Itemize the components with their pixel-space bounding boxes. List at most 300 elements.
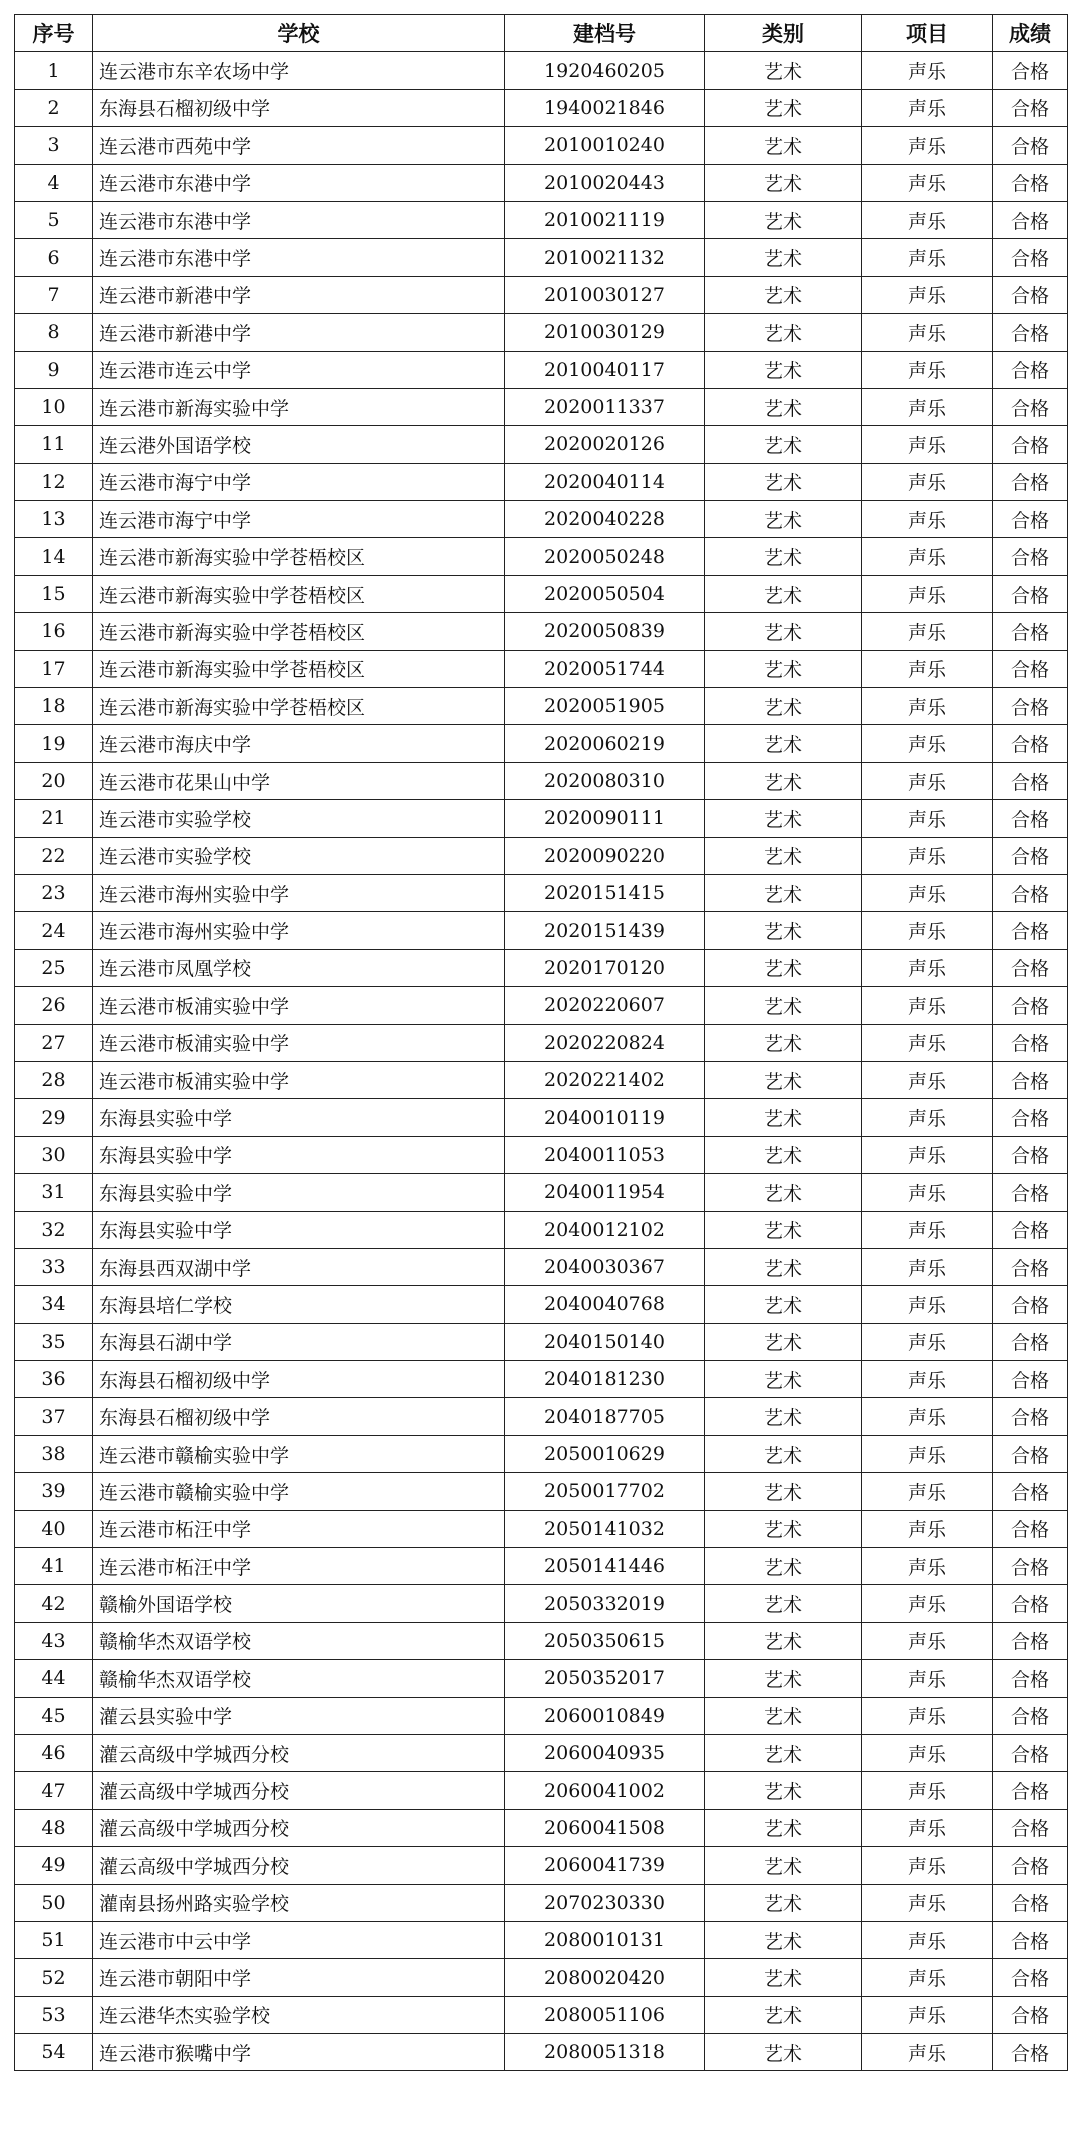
header-item: 项目 (862, 15, 993, 52)
cell-index: 31 (15, 1174, 93, 1211)
cell-item: 声乐 (862, 164, 993, 201)
cell-school: 东海县培仁学校 (93, 1286, 505, 1323)
cell-item: 声乐 (862, 1024, 993, 1061)
table-row (15, 912, 1068, 949)
cell-record-number: 2020220607 (505, 987, 705, 1024)
cell-index: 5 (15, 201, 93, 238)
cell-category: 艺术 (705, 1884, 862, 1921)
cell-item: 声乐 (862, 388, 993, 425)
cell-school: 连云港市凤凰学校 (93, 949, 505, 986)
cell-record-number: 2020051744 (505, 650, 705, 687)
cell-school: 灌云高级中学城西分校 (93, 1809, 505, 1846)
cell-record-number: 2020050248 (505, 538, 705, 575)
cell-record-number: 2020090220 (505, 837, 705, 874)
table-row (15, 575, 1068, 612)
table-row (15, 538, 1068, 575)
cell-record-number: 2060010849 (505, 1697, 705, 1734)
cell-school: 连云港市海州实验中学 (93, 912, 505, 949)
table-row (15, 1921, 1068, 1958)
cell-school: 连云港市新海实验中学苍梧校区 (93, 575, 505, 612)
cell-item: 声乐 (862, 912, 993, 949)
table-row (15, 725, 1068, 762)
cell-record-number: 2020050839 (505, 613, 705, 650)
cell-record-number: 1940021846 (505, 89, 705, 126)
cell-result: 合格 (993, 351, 1068, 388)
cell-school: 连云港市连云中学 (93, 351, 505, 388)
cell-category: 艺术 (705, 762, 862, 799)
table-row (15, 201, 1068, 238)
cell-school: 连云港市西苑中学 (93, 127, 505, 164)
cell-category: 艺术 (705, 1660, 862, 1697)
cell-index: 23 (15, 874, 93, 911)
header-result: 成绩 (993, 15, 1068, 52)
table-row (15, 1847, 1068, 1884)
cell-record-number: 2020220824 (505, 1024, 705, 1061)
cell-record-number: 2020051905 (505, 688, 705, 725)
cell-record-number: 2040040768 (505, 1286, 705, 1323)
cell-record-number: 2040150140 (505, 1323, 705, 1360)
cell-record-number: 2020170120 (505, 949, 705, 986)
cell-result: 合格 (993, 912, 1068, 949)
cell-item: 声乐 (862, 837, 993, 874)
cell-item: 声乐 (862, 1959, 993, 1996)
cell-record-number: 2020060219 (505, 725, 705, 762)
cell-result: 合格 (993, 688, 1068, 725)
cell-item: 声乐 (862, 201, 993, 238)
cell-result: 合格 (993, 1622, 1068, 1659)
cell-school: 东海县实验中学 (93, 1174, 505, 1211)
cell-record-number: 2020151415 (505, 874, 705, 911)
cell-result: 合格 (993, 1473, 1068, 1510)
cell-record-number: 2040011053 (505, 1136, 705, 1173)
cell-school: 连云港市海宁中学 (93, 463, 505, 500)
cell-school: 灌云高级中学城西分校 (93, 1772, 505, 1809)
cell-item: 声乐 (862, 1622, 993, 1659)
cell-item: 声乐 (862, 463, 993, 500)
cell-index: 34 (15, 1286, 93, 1323)
table-row (15, 987, 1068, 1024)
cell-record-number: 2060040935 (505, 1734, 705, 1771)
cell-category: 艺术 (705, 1734, 862, 1771)
cell-category: 艺术 (705, 1323, 862, 1360)
cell-category: 艺术 (705, 314, 862, 351)
table-row (15, 688, 1068, 725)
cell-result: 合格 (993, 725, 1068, 762)
cell-result: 合格 (993, 1024, 1068, 1061)
cell-school: 连云港市海州实验中学 (93, 874, 505, 911)
cell-index: 40 (15, 1510, 93, 1547)
table-row (15, 800, 1068, 837)
cell-item: 声乐 (862, 1809, 993, 1846)
cell-item: 声乐 (862, 1884, 993, 1921)
cell-record-number: 2070230330 (505, 1884, 705, 1921)
cell-school: 赣榆华杰双语学校 (93, 1660, 505, 1697)
cell-index: 9 (15, 351, 93, 388)
cell-record-number: 2080051106 (505, 1996, 705, 2033)
cell-result: 合格 (993, 1136, 1068, 1173)
cell-result: 合格 (993, 1996, 1068, 2033)
cell-school: 连云港市实验学校 (93, 800, 505, 837)
cell-result: 合格 (993, 426, 1068, 463)
cell-record-number: 2020080310 (505, 762, 705, 799)
table-row (15, 1248, 1068, 1285)
cell-item: 声乐 (862, 1734, 993, 1771)
cell-school: 东海县实验中学 (93, 1099, 505, 1136)
cell-index: 15 (15, 575, 93, 612)
table-row (15, 1510, 1068, 1547)
cell-index: 33 (15, 1248, 93, 1285)
cell-result: 合格 (993, 1510, 1068, 1547)
cell-category: 艺术 (705, 239, 862, 276)
cell-result: 合格 (993, 800, 1068, 837)
cell-record-number: 2040011954 (505, 1174, 705, 1211)
cell-school: 连云港市东辛农场中学 (93, 52, 505, 89)
cell-school: 连云港市朝阳中学 (93, 1959, 505, 1996)
table-row (15, 837, 1068, 874)
cell-index: 1 (15, 52, 93, 89)
cell-category: 艺术 (705, 613, 862, 650)
cell-result: 合格 (993, 613, 1068, 650)
cell-index: 48 (15, 1809, 93, 1846)
table-row (15, 949, 1068, 986)
table-row (15, 314, 1068, 351)
cell-result: 合格 (993, 1286, 1068, 1323)
cell-index: 25 (15, 949, 93, 986)
cell-result: 合格 (993, 276, 1068, 313)
cell-category: 艺术 (705, 1622, 862, 1659)
cell-school: 连云港市猴嘴中学 (93, 2034, 505, 2071)
header-category: 类别 (705, 15, 862, 52)
table-row (15, 351, 1068, 388)
cell-category: 艺术 (705, 1286, 862, 1323)
cell-school: 赣榆外国语学校 (93, 1585, 505, 1622)
table-row (15, 1660, 1068, 1697)
cell-result: 合格 (993, 1361, 1068, 1398)
cell-school: 东海县西双湖中学 (93, 1248, 505, 1285)
cell-category: 艺术 (705, 1697, 862, 1734)
table-row (15, 501, 1068, 538)
cell-index: 22 (15, 837, 93, 874)
table-row (15, 1435, 1068, 1472)
table-row (15, 239, 1068, 276)
cell-item: 声乐 (862, 1398, 993, 1435)
cell-category: 艺术 (705, 1099, 862, 1136)
cell-record-number: 1920460205 (505, 52, 705, 89)
cell-result: 合格 (993, 538, 1068, 575)
cell-category: 艺术 (705, 1921, 862, 1958)
header-school: 学校 (93, 15, 505, 52)
cell-school: 东海县石湖中学 (93, 1323, 505, 1360)
cell-record-number: 2040012102 (505, 1211, 705, 1248)
cell-result: 合格 (993, 1323, 1068, 1360)
cell-result: 合格 (993, 1398, 1068, 1435)
cell-school: 灌云县实验中学 (93, 1697, 505, 1734)
cell-school: 连云港市新港中学 (93, 314, 505, 351)
table-row (15, 1174, 1068, 1211)
cell-result: 合格 (993, 127, 1068, 164)
cell-result: 合格 (993, 1697, 1068, 1734)
cell-index: 47 (15, 1772, 93, 1809)
cell-school: 连云港市新海实验中学苍梧校区 (93, 688, 505, 725)
cell-record-number: 2050010629 (505, 1435, 705, 1472)
header-index: 序号 (15, 15, 93, 52)
cell-school: 连云港市板浦实验中学 (93, 987, 505, 1024)
table-row (15, 1622, 1068, 1659)
cell-index: 45 (15, 1697, 93, 1734)
cell-school: 连云港外国语学校 (93, 426, 505, 463)
cell-record-number: 2080010131 (505, 1921, 705, 1958)
cell-record-number: 2040181230 (505, 1361, 705, 1398)
cell-result: 合格 (993, 164, 1068, 201)
cell-index: 29 (15, 1099, 93, 1136)
cell-school: 灌云高级中学城西分校 (93, 1734, 505, 1771)
cell-result: 合格 (993, 1174, 1068, 1211)
cell-category: 艺术 (705, 949, 862, 986)
cell-index: 37 (15, 1398, 93, 1435)
table-body (15, 52, 1068, 2071)
cell-school: 连云港华杰实验学校 (93, 1996, 505, 2033)
cell-record-number: 2020011337 (505, 388, 705, 425)
cell-index: 54 (15, 2034, 93, 2071)
table-row (15, 1585, 1068, 1622)
cell-item: 声乐 (862, 688, 993, 725)
cell-school: 连云港市海宁中学 (93, 501, 505, 538)
cell-category: 艺术 (705, 912, 862, 949)
cell-result: 合格 (993, 650, 1068, 687)
cell-index: 14 (15, 538, 93, 575)
cell-index: 53 (15, 1996, 93, 2033)
table-row (15, 89, 1068, 126)
table-row (15, 1136, 1068, 1173)
cell-index: 12 (15, 463, 93, 500)
cell-item: 声乐 (862, 1099, 993, 1136)
cell-category: 艺术 (705, 1361, 862, 1398)
cell-item: 声乐 (862, 1248, 993, 1285)
cell-index: 20 (15, 762, 93, 799)
cell-index: 13 (15, 501, 93, 538)
cell-category: 艺术 (705, 800, 862, 837)
cell-item: 声乐 (862, 1921, 993, 1958)
table-row (15, 1286, 1068, 1323)
cell-school: 连云港市柘汪中学 (93, 1510, 505, 1547)
cell-item: 声乐 (862, 89, 993, 126)
cell-item: 声乐 (862, 1323, 993, 1360)
cell-category: 艺术 (705, 1435, 862, 1472)
cell-result: 合格 (993, 201, 1068, 238)
cell-item: 声乐 (862, 1361, 993, 1398)
cell-record-number: 2010030129 (505, 314, 705, 351)
cell-record-number: 2050141032 (505, 1510, 705, 1547)
cell-index: 43 (15, 1622, 93, 1659)
cell-item: 声乐 (862, 613, 993, 650)
cell-index: 30 (15, 1136, 93, 1173)
cell-school: 连云港市新海实验中学苍梧校区 (93, 650, 505, 687)
cell-result: 合格 (993, 987, 1068, 1024)
cell-school: 灌云高级中学城西分校 (93, 1847, 505, 1884)
cell-category: 艺术 (705, 538, 862, 575)
cell-category: 艺术 (705, 276, 862, 313)
cell-category: 艺术 (705, 1510, 862, 1547)
cell-school: 东海县石榴初级中学 (93, 1361, 505, 1398)
cell-index: 36 (15, 1361, 93, 1398)
cell-item: 声乐 (862, 351, 993, 388)
cell-record-number: 2060041508 (505, 1809, 705, 1846)
cell-result: 合格 (993, 874, 1068, 911)
table-row (15, 52, 1068, 89)
cell-school: 东海县实验中学 (93, 1136, 505, 1173)
cell-result: 合格 (993, 1809, 1068, 1846)
cell-index: 39 (15, 1473, 93, 1510)
cell-school: 连云港市赣榆实验中学 (93, 1435, 505, 1472)
cell-school: 东海县实验中学 (93, 1211, 505, 1248)
cell-school: 赣榆华杰双语学校 (93, 1622, 505, 1659)
header-row (15, 15, 1068, 52)
cell-item: 声乐 (862, 874, 993, 911)
cell-category: 艺术 (705, 1174, 862, 1211)
cell-result: 合格 (993, 1660, 1068, 1697)
cell-record-number: 2060041002 (505, 1772, 705, 1809)
results-table (14, 14, 1068, 2071)
cell-item: 声乐 (862, 1548, 993, 1585)
cell-school: 连云港市新海实验中学 (93, 388, 505, 425)
cell-result: 合格 (993, 1884, 1068, 1921)
cell-index: 51 (15, 1921, 93, 1958)
cell-category: 艺术 (705, 351, 862, 388)
cell-category: 艺术 (705, 426, 862, 463)
cell-school: 东海县石榴初级中学 (93, 1398, 505, 1435)
table-row (15, 1024, 1068, 1061)
cell-index: 24 (15, 912, 93, 949)
cell-record-number: 2020221402 (505, 1061, 705, 1098)
cell-result: 合格 (993, 575, 1068, 612)
cell-school: 连云港市板浦实验中学 (93, 1024, 505, 1061)
cell-record-number: 2080020420 (505, 1959, 705, 1996)
cell-result: 合格 (993, 388, 1068, 425)
cell-category: 艺术 (705, 837, 862, 874)
cell-school: 灌南县扬州路实验学校 (93, 1884, 505, 1921)
table-row (15, 1772, 1068, 1809)
cell-category: 艺术 (705, 1398, 862, 1435)
cell-result: 合格 (993, 1772, 1068, 1809)
cell-item: 声乐 (862, 762, 993, 799)
cell-item: 声乐 (862, 538, 993, 575)
cell-category: 艺术 (705, 1809, 862, 1846)
cell-item: 声乐 (862, 501, 993, 538)
cell-result: 合格 (993, 837, 1068, 874)
cell-item: 声乐 (862, 426, 993, 463)
cell-category: 艺术 (705, 1959, 862, 1996)
cell-category: 艺术 (705, 575, 862, 612)
table-row (15, 1473, 1068, 1510)
cell-item: 声乐 (862, 1174, 993, 1211)
cell-item: 声乐 (862, 1847, 993, 1884)
cell-item: 声乐 (862, 127, 993, 164)
cell-category: 艺术 (705, 1585, 862, 1622)
cell-category: 艺术 (705, 725, 862, 762)
cell-item: 声乐 (862, 1473, 993, 1510)
cell-category: 艺术 (705, 650, 862, 687)
cell-category: 艺术 (705, 1024, 862, 1061)
cell-index: 49 (15, 1847, 93, 1884)
table-row (15, 1061, 1068, 1098)
cell-index: 38 (15, 1435, 93, 1472)
cell-record-number: 2050352017 (505, 1660, 705, 1697)
cell-record-number: 2050350615 (505, 1622, 705, 1659)
cell-result: 合格 (993, 89, 1068, 126)
cell-record-number: 2040010119 (505, 1099, 705, 1136)
table-row (15, 1099, 1068, 1136)
cell-item: 声乐 (862, 1435, 993, 1472)
cell-item: 声乐 (862, 949, 993, 986)
cell-category: 艺术 (705, 501, 862, 538)
cell-item: 声乐 (862, 1510, 993, 1547)
table-row (15, 1323, 1068, 1360)
cell-record-number: 2050332019 (505, 1585, 705, 1622)
cell-record-number: 2010021119 (505, 201, 705, 238)
cell-school: 连云港市海庆中学 (93, 725, 505, 762)
cell-record-number: 2010020443 (505, 164, 705, 201)
cell-category: 艺术 (705, 1548, 862, 1585)
cell-school: 连云港市新海实验中学苍梧校区 (93, 538, 505, 575)
cell-item: 声乐 (862, 1697, 993, 1734)
cell-school: 连云港市赣榆实验中学 (93, 1473, 505, 1510)
cell-result: 合格 (993, 1921, 1068, 1958)
cell-category: 艺术 (705, 1211, 862, 1248)
cell-index: 44 (15, 1660, 93, 1697)
cell-record-number: 2050017702 (505, 1473, 705, 1510)
cell-result: 合格 (993, 463, 1068, 500)
cell-record-number: 2050141446 (505, 1548, 705, 1585)
cell-item: 声乐 (862, 987, 993, 1024)
table-row (15, 874, 1068, 911)
cell-record-number: 2010030127 (505, 276, 705, 313)
cell-category: 艺术 (705, 1473, 862, 1510)
cell-item: 声乐 (862, 1660, 993, 1697)
cell-record-number: 2020151439 (505, 912, 705, 949)
cell-index: 26 (15, 987, 93, 1024)
cell-index: 6 (15, 239, 93, 276)
cell-index: 27 (15, 1024, 93, 1061)
cell-category: 艺术 (705, 164, 862, 201)
cell-category: 艺术 (705, 1248, 862, 1285)
cell-result: 合格 (993, 1211, 1068, 1248)
table-row (15, 164, 1068, 201)
cell-result: 合格 (993, 239, 1068, 276)
cell-category: 艺术 (705, 1772, 862, 1809)
cell-index: 17 (15, 650, 93, 687)
cell-index: 42 (15, 1585, 93, 1622)
table-row (15, 1884, 1068, 1921)
cell-item: 声乐 (862, 1772, 993, 1809)
cell-category: 艺术 (705, 987, 862, 1024)
cell-result: 合格 (993, 1959, 1068, 1996)
cell-result: 合格 (993, 314, 1068, 351)
cell-school: 东海县石榴初级中学 (93, 89, 505, 126)
cell-item: 声乐 (862, 1286, 993, 1323)
cell-result: 合格 (993, 1847, 1068, 1884)
table-row (15, 276, 1068, 313)
cell-index: 35 (15, 1323, 93, 1360)
cell-category: 艺术 (705, 2034, 862, 2071)
cell-item: 声乐 (862, 2034, 993, 2071)
table-row (15, 1211, 1068, 1248)
table-row (15, 1959, 1068, 1996)
table-row (15, 762, 1068, 799)
cell-item: 声乐 (862, 1211, 993, 1248)
cell-category: 艺术 (705, 874, 862, 911)
table-row (15, 127, 1068, 164)
cell-result: 合格 (993, 501, 1068, 538)
